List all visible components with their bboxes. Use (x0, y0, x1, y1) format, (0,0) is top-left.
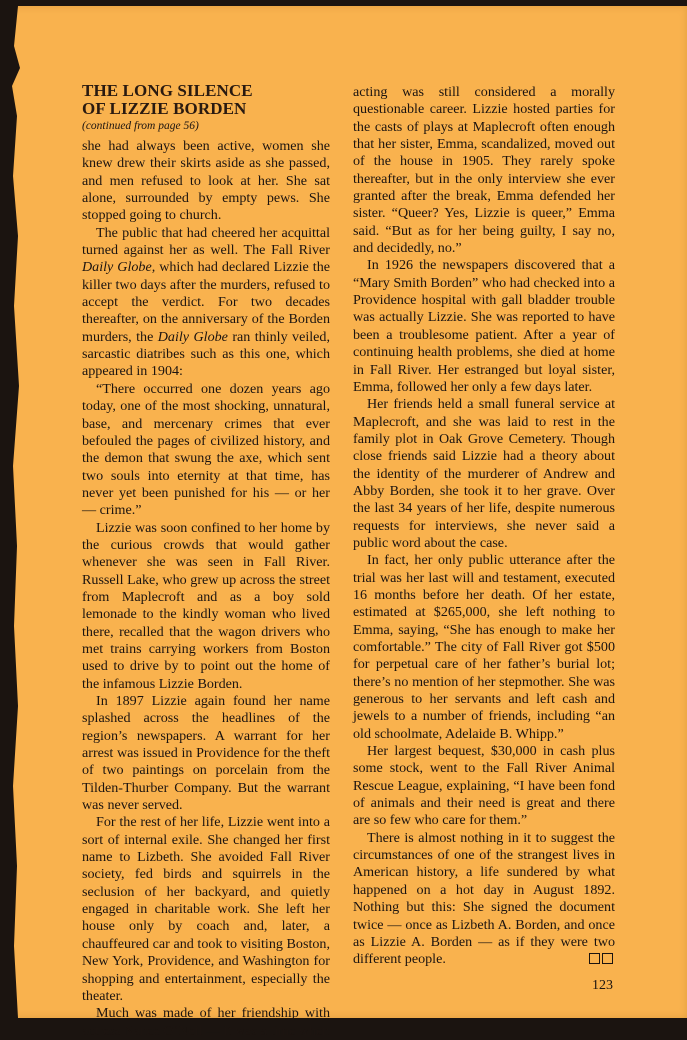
title-line-2: OF LIZZIE BORDEN (82, 99, 247, 118)
paragraph: In 1897 Lizzie again found her name splashed across the headlines of the region’s newspapers. A warrant for her arrest was issued in Providence for the theft of two paintings on porcelain from the Tilden-Thurber Company. But the warrant was never served. (82, 693, 330, 814)
end-of-article-squares-icon (573, 951, 613, 968)
magazine-page (8, 6, 687, 1039)
article-title (82, 82, 330, 118)
paragraph: “There occurred one dozen years ago today, one of the most shocking, unnatural, base, and mercenary crimes that ever befouled the pages of civilized history, and the demon that swung the axe, which sent two souls into eternity at that time, has never yet been punished for his — or her — crime.” (82, 380, 330, 519)
left-column (82, 82, 330, 1040)
paragraph (353, 830, 615, 969)
paragraph: In 1926 the newspapers discovered that a “Mary Smith Borden” who had checked into a Providence hospital with gall bladder trouble was actually Lizzie. She was reported to have been a troublesome patient. After a year of continuing health problems, she died at home in Fall River. Her estranged but loyal sister, Emma, followed her only a few days later. (353, 257, 615, 395)
paragraph: acting was still considered a morally questionable career. Lizzie hosted parties for the casts of plays at Maplecroft often enough that her sister, Emma, scandalized, moved out of the house in 1905. They rarely spoke thereafter, but in the only interview she ever granted after the break, Emma defended her sister. “Queer? Yes, Lizzie is queer,” Emma said. “But as for her being guilty, I say no, and decidedly, no.” (353, 84, 615, 257)
torn-edge (8, 6, 22, 1018)
paragraph: Lizzie was soon confined to her home by the curious crowds that would gather whenever she was seen in Fall River. Russell Lake, who grew up across the street from Maplecroft and as a boy sold lemonade to the kindly woman who lived there, recalled that the wagon drivers who met trains carrying workers from Boston used to drive by to point out the home of the infamous Lizzie Borden. (82, 519, 330, 692)
title-line-1: THE LONG SILENCE (82, 81, 253, 100)
paragraph: she had always been active, women she knew drew their skirts aside as she passed, and men refused to look at her. She sat alone, surrounded by empty pews. She stopped going to church. (82, 138, 330, 224)
paragraph: Much was made of her friendship with actress Nance O’Neil — it was a time when (82, 1005, 330, 1039)
right-column (353, 84, 615, 969)
paragraph: Her friends held a small funeral service at Maplecroft, and she was laid to rest in the family plot in Oak Grove Cemetery. Though close friends said Lizzie had a theory about the identity of the murderer of Andrew and Abby Borden, she took it to her grave. Over the last 34 years of her life, despite numerous requests for interviews, she never said a public word about the case. (353, 396, 615, 551)
newspaper-name: Daily Globe (157, 328, 228, 345)
page-number: 123 (592, 978, 613, 993)
continued-note: (continued from page 56) (82, 120, 199, 132)
paragraph: In fact, her only public utterance after the trial was her last will and testament, executed 16 months before her death. Of her estate, estimated at $265,000, she left nothing to Emma, saying, “She has enough to make her comfortable.” The city of Fall River got $500 for perpetual care of her father’s burial lot; there’s no mention of her stepmother. She was generous to her servants and left cash and jewels to a number of friends, including “an old schoolmate, Adelaide B. Whipp.” (353, 552, 615, 742)
newspaper-name: Daily Globe, (82, 259, 156, 276)
paragraph: Her largest bequest, $30,000 in cash plus some stock, went to the Fall River Animal Rescue League, explaining, “I have been fond of animals and their need is great and there are so few who care for them.” (353, 743, 615, 829)
paragraph: The public that had cheered her acquittal turned against her as well. The Fall River Daily Globe, which had declared Lizzie the killer two days after the murders, refused to accept the verdict. For two decades thereafter, on the anniversary of the Borden murders, the Daily Globe ran thinly veiled, sarcastic diatribes such as this one, which appeared in 1904: (82, 224, 330, 380)
paragraph: For the rest of her life, Lizzie went into a sort of internal exile. She changed her first name to Lizbeth. She avoided Fall River society, fed birds and squirrels in the seclusion of her backyard, and quietly engaged in charitable work. She left her house only by coach and, later, a chauffeured car and took to visiting Boston, New York, Providence, and Washington for shopping and entertainment, especially the theater. (82, 814, 330, 1004)
final-paragraph-text: There is almost nothing in it to suggest the circumstances of one of the strangest lives in American history, a life sundered by what happened on a hot day in August 1892. Nothing but this: She signed the document twice — once as Lizbeth A. Borden, and once as Lizzie A. Borden — as if they were two different people. (353, 829, 615, 968)
